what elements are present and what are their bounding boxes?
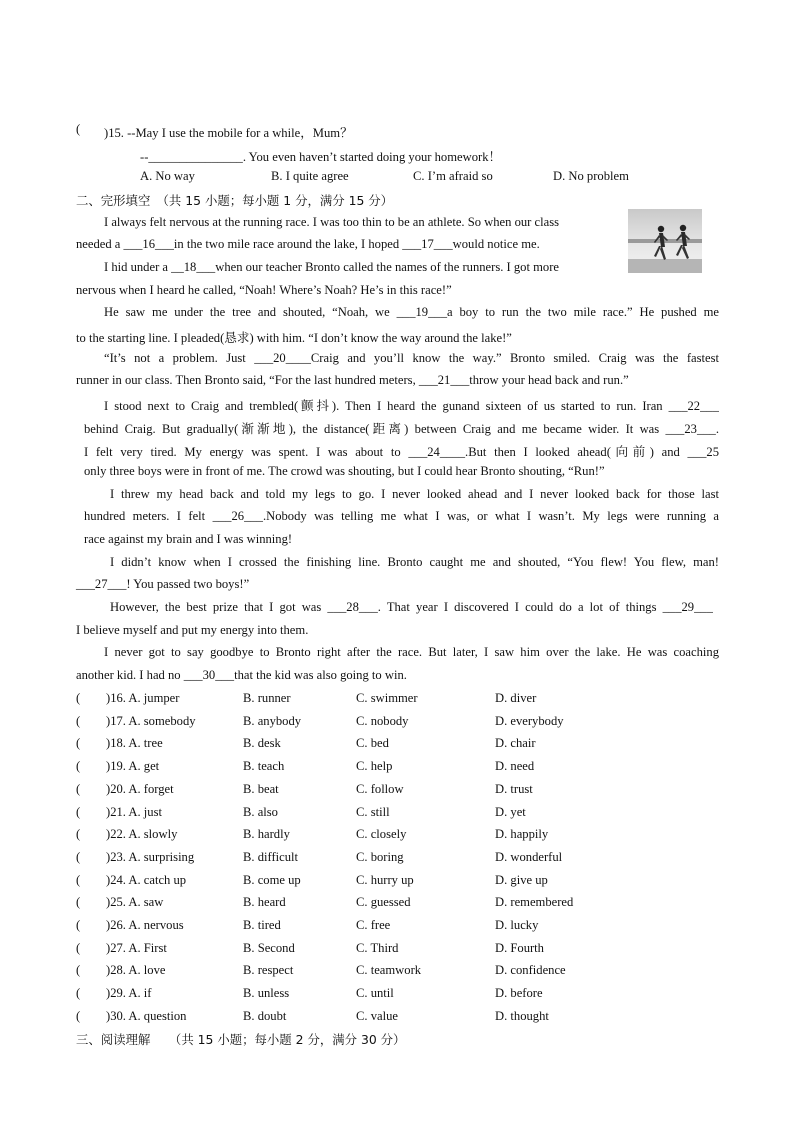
answer-bracket: ( <box>76 691 81 705</box>
answer-bracket: ( <box>76 759 81 774</box>
option-b: B. come up <box>243 872 301 887</box>
option-d: D. give up <box>495 872 548 887</box>
passage-line-21: another kid. I had no ___30___that the kid was also going to win. <box>76 668 407 682</box>
answer-bracket: ( <box>76 895 81 910</box>
option-a: )27. A. First <box>106 940 167 955</box>
passage-line-12: only three boys were in front of me. The crowd was shouting, but I could hear Bronto shouting, “Run!” <box>84 464 605 478</box>
passage-line-6: to the starting line. I pleaded(恳求) with him. “I don’t know the way around the lake!” <box>76 331 512 345</box>
option-c: C. guessed <box>356 895 411 910</box>
option-a: )26. A. nervous <box>106 918 184 932</box>
q15-paren: ( <box>76 122 81 136</box>
passage-line-20: I never got to say goodbye to Bronto right after the race. But later, I saw him over the lake. He was coaching <box>104 645 719 659</box>
q15-option-c: C. I’m afraid so <box>413 169 493 183</box>
option-d: D. before <box>495 986 543 1001</box>
option-c: C. closely <box>356 827 407 842</box>
passage-line-16: I didn’t know when I crossed the finishing line. Bronto caught me and shouted, “You flew! You flew, man! <box>110 555 719 569</box>
passage-line-11: I felt very tired. My energy was spent. I was about to ___24____.But then I looked ahead(向前) and ___25 <box>84 445 719 459</box>
section2-heading: 二、完形填空 （共 15 小题；每小题 1 分，满分 15 分） <box>76 193 394 208</box>
option-b: B. unless <box>243 986 290 1001</box>
option-c: C. free <box>356 918 391 932</box>
question-row <box>76 850 719 868</box>
q15-option-b: B. I quite agree <box>271 169 349 183</box>
section3-heading: 三、阅读理解 （共 15 小题；每小题 2 分，满分 30 分） <box>76 1032 406 1047</box>
option-d: D. thought <box>495 1008 549 1023</box>
option-d: D. diver <box>495 691 537 705</box>
answer-bracket: ( <box>76 736 81 751</box>
question-row <box>76 714 719 732</box>
answer-bracket: ( <box>76 827 81 842</box>
question-row <box>76 1009 719 1027</box>
passage-line-3: I hid under a __18___when our teacher Bronto called the names of the runners. I got more <box>104 260 559 274</box>
option-c: C. teamwork <box>356 963 422 978</box>
question-row <box>76 941 719 959</box>
option-b: B. tired <box>243 918 281 932</box>
option-a: )16. A. jumper <box>106 691 180 705</box>
answer-bracket: ( <box>76 713 81 728</box>
q15-question: )15. --May I use the mobile for a while，Mum？ <box>104 126 353 140</box>
answer-bracket: ( <box>76 804 81 819</box>
option-a: )20. A. forget <box>106 781 174 796</box>
option-b: B. anybody <box>243 713 302 728</box>
option-d: D. chair <box>495 736 536 751</box>
option-a: )22. A. slowly <box>106 827 178 842</box>
option-b: B. doubt <box>243 1008 287 1023</box>
passage-line-19: I believe myself and put my energy into them. <box>76 623 309 637</box>
answer-bracket: ( <box>76 918 81 932</box>
option-d: D. happily <box>495 827 549 842</box>
passage-line-14: hundred meters. I felt ___26___.Nobody was telling me what I was, or what I wasn’t. My legs were running a <box>84 509 719 523</box>
option-c: C. swimmer <box>356 691 418 705</box>
option-a: )28. A. love <box>106 963 166 978</box>
option-a: )17. A. somebody <box>106 713 196 728</box>
answer-bracket: ( <box>76 872 81 887</box>
answer-bracket: ( <box>76 963 81 978</box>
passage-line-15: race against my brain and I was winning! <box>84 532 293 546</box>
option-d: D. trust <box>495 781 533 796</box>
option-c: C. nobody <box>356 713 409 728</box>
option-b: B. teach <box>243 759 285 774</box>
q15-option-a: A. No way <box>140 169 195 183</box>
passage-line-1: I always felt nervous at the running race. I was too thin to be an athlete. So when our class <box>104 215 559 229</box>
passage-line-2: needed a ___16___in the two mile race around the lake, I hoped ___17___would notice me. <box>76 237 540 251</box>
option-c: C. follow <box>356 781 404 796</box>
option-a: )25. A. saw <box>106 895 164 910</box>
option-d: D. yet <box>495 804 526 819</box>
option-c: C. Third <box>356 940 399 955</box>
option-b: B. respect <box>243 963 294 978</box>
option-c: C. bed <box>356 736 389 751</box>
passage-line-17: ___27___! You passed two boys!” <box>76 577 250 591</box>
passage-line-7: “It’s not a problem. Just ___20____Craig and you’ll know the way.” Bronto smiled. Craig was the fastest <box>104 351 719 365</box>
question-row <box>76 691 719 709</box>
option-c: C. help <box>356 759 393 774</box>
runners-photo <box>628 209 702 273</box>
option-a: )21. A. just <box>106 804 162 819</box>
option-c: C. boring <box>356 849 404 864</box>
option-b: B. desk <box>243 736 281 751</box>
option-c: C. value <box>356 1008 398 1023</box>
question-row <box>76 759 719 777</box>
answer-bracket: ( <box>76 986 81 1001</box>
question-row <box>76 736 719 754</box>
answer-bracket: ( <box>76 1008 81 1023</box>
option-a: )18. A. tree <box>106 736 163 751</box>
option-b: B. runner <box>243 691 291 705</box>
q15-reply: --_______________. You even haven’t started doing your homework！ <box>140 150 502 164</box>
option-d: D. need <box>495 759 535 774</box>
question-row <box>76 986 719 1004</box>
answer-bracket: ( <box>76 781 81 796</box>
option-c: C. still <box>356 804 390 819</box>
question-row <box>76 827 719 845</box>
option-c: C. until <box>356 986 394 1001</box>
option-b: B. Second <box>243 940 295 955</box>
option-d: D. everybody <box>495 713 564 728</box>
passage-line-9: I stood next to Craig and trembled(颤抖). Then I heard the gunand sixteen of us started to run. Iran ___22___ <box>104 399 719 413</box>
option-c: C. hurry up <box>356 872 414 887</box>
option-a: )29. A. if <box>106 986 152 1001</box>
answer-bracket: ( <box>76 940 81 955</box>
passage-line-18: However, the best prize that I got was ___28___. That year I discovered I could do a lot of things ___29___ <box>110 600 713 614</box>
passage-line-5: He saw me under the tree and shouted, “Noah, we ___19___a boy to run the two mile race.” He pushed me <box>104 305 719 319</box>
option-b: B. also <box>243 804 278 819</box>
option-d: D. remembered <box>495 895 574 910</box>
option-d: D. wonderful <box>495 849 563 864</box>
option-d: D. Fourth <box>495 940 544 955</box>
option-b: B. difficult <box>243 849 299 864</box>
passage-line-13: I threw my head back and told my legs to go. I never looked ahead and I never looked back for those last <box>110 487 719 501</box>
option-a: )19. A. get <box>106 759 160 774</box>
option-a: )23. A. surprising <box>106 849 195 864</box>
q15-option-d: D. No problem <box>553 169 629 183</box>
passage-line-10: behind Craig. But gradually(渐渐地), the distance(距离) between Craig and me became wider. It was ___23___. <box>84 422 719 436</box>
question-row <box>76 782 719 800</box>
answer-bracket: ( <box>76 849 81 864</box>
option-b: B. heard <box>243 895 286 910</box>
question-row <box>76 873 719 891</box>
option-d: D. lucky <box>495 918 539 932</box>
question-row <box>76 918 719 936</box>
option-a: )30. A. question <box>106 1008 187 1023</box>
passage-line-4: nervous when I heard he called, “Noah! Where’s Noah? He’s in this race!” <box>76 283 452 297</box>
question-row <box>76 805 719 823</box>
question-row <box>76 895 719 913</box>
option-b: B. hardly <box>243 827 290 842</box>
option-b: B. beat <box>243 781 279 796</box>
option-a: )24. A. catch up <box>106 872 187 887</box>
passage-line-8: runner in our class. Then Bronto said, “For the last hundred meters, ___21___throw your head back and run.” <box>76 373 629 387</box>
option-d: D. confidence <box>495 963 566 978</box>
question-row <box>76 963 719 981</box>
